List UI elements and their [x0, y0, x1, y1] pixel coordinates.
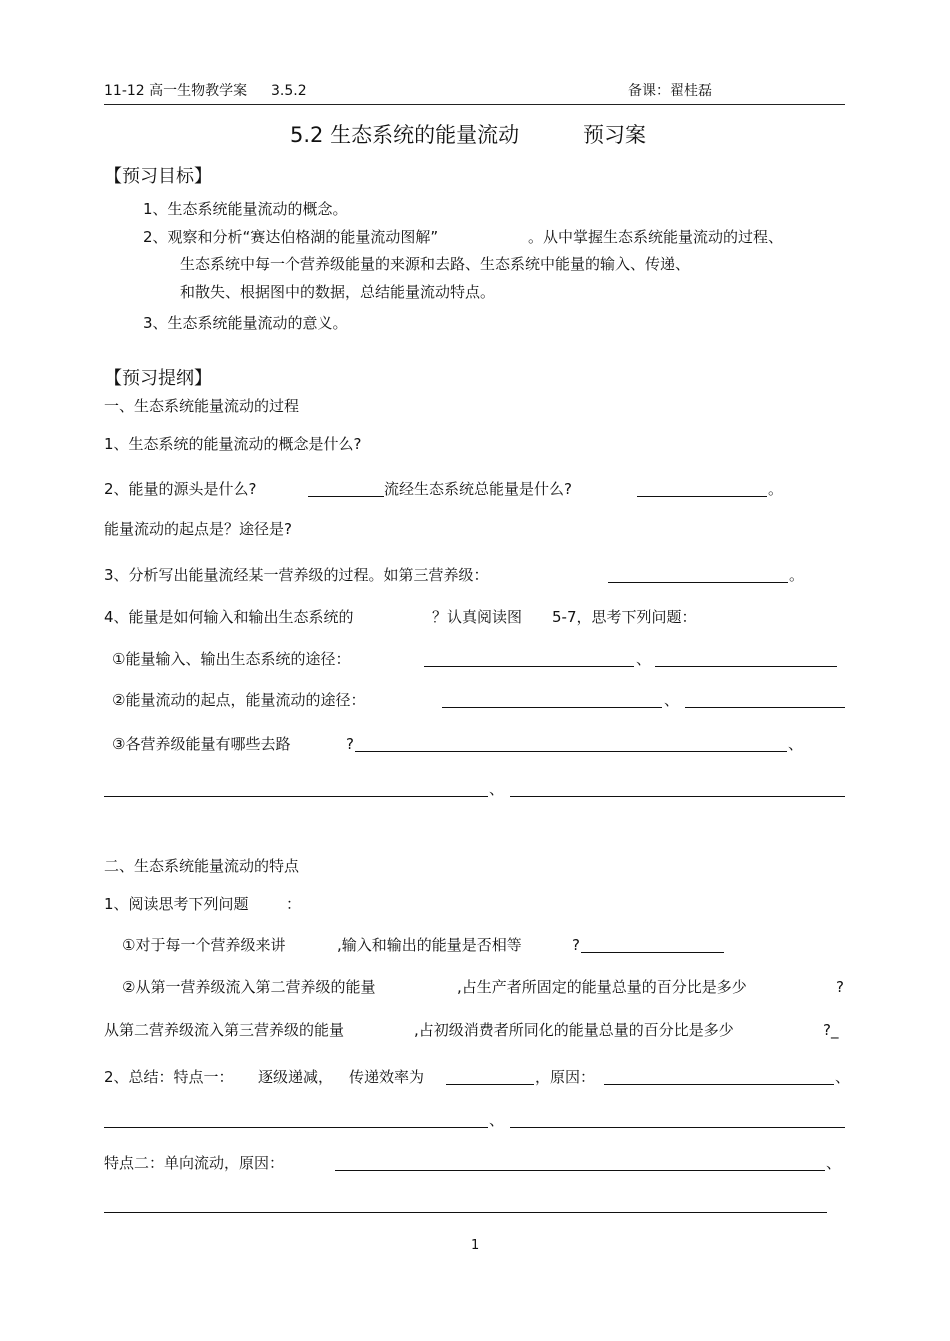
separator-4-3a: 、: [788, 735, 804, 753]
answer-blank-reason-1a[interactable]: [604, 1084, 834, 1085]
page-number: 1: [471, 1238, 480, 1253]
goal-item-2d: 和散失、根据图中的数据，总结能量流动特点。: [180, 283, 496, 301]
answer-blank-4-3b[interactable]: [104, 796, 488, 797]
separator-s1b: 、: [489, 1111, 505, 1129]
question-r1-1c: ?: [572, 936, 580, 954]
answer-blank-efficiency[interactable]: [446, 1084, 534, 1085]
answer-blank-4-1a[interactable]: [424, 666, 634, 667]
answer-blank-reason-2b[interactable]: [104, 1212, 827, 1213]
question-r1-3a: 从第二营养级流入第三营养级的能量: [104, 1021, 345, 1039]
answer-blank-4-3a[interactable]: [355, 751, 787, 752]
answer-blank-reason-2a[interactable]: [335, 1170, 825, 1171]
answer-blank-q3[interactable]: [608, 582, 788, 583]
question-mark-4-3: ?: [346, 735, 354, 753]
question-4-3: ③各营养级能量有哪些去路: [112, 735, 291, 753]
page-title: 5.2 生态系统的能量流动: [290, 123, 520, 147]
answer-blank-q2-source[interactable]: [308, 496, 384, 497]
goals-heading: 【预习目标】: [104, 166, 212, 187]
part2-title: 二、生态系统能量流动的特点: [104, 857, 300, 875]
answer-blank-4-3c[interactable]: [510, 796, 845, 797]
question-4-1: ①能量输入、输出生态系统的途径：: [112, 650, 351, 668]
reading-colon: ：: [286, 895, 302, 913]
outline-heading: 【预习提纲】: [104, 368, 212, 389]
question-3: 3、分析写出能量流经某一营养级的过程。如第三营养级：: [104, 566, 489, 584]
header-code: 3.5.2: [271, 83, 307, 99]
answer-blank-r1-1[interactable]: [581, 952, 724, 953]
question-r1-2b: ,占生产者所固定的能量总量的百分比是多少: [457, 978, 747, 996]
question-2b: 流经生态系统总能量是什么?: [384, 480, 572, 498]
question-1: 1、生态系统的能量流动的概念是什么?: [104, 435, 362, 453]
question-r1-2a: ②从第一营养级流入第二营养级的能量: [122, 978, 376, 996]
summary-1d: ，原因：: [535, 1068, 596, 1086]
page-subtitle: 预习案: [583, 123, 646, 147]
summary-1c: 传递效率为: [349, 1068, 425, 1086]
summary-1a: 2、总结：特点一：: [104, 1068, 234, 1086]
separator-s1a: 、: [835, 1068, 851, 1086]
question-2c: 能量流动的起点是？途径是?: [104, 520, 292, 538]
separator-4-3b: 、: [489, 780, 505, 798]
goal-item-3: 3、生态系统能量流动的意义。: [143, 314, 348, 332]
summary-2a: 特点二：单向流动，原因：: [104, 1154, 285, 1172]
reading-question-heading: 1、阅读思考下列问题: [104, 895, 249, 913]
question-r1-3c: ?_: [823, 1021, 839, 1039]
question-r1-1b: ,输入和输出的能量是否相等: [337, 936, 522, 954]
question-4-2: ②能量流动的起点，能量流动的途径：: [112, 691, 366, 709]
answer-blank-4-2b[interactable]: [685, 707, 845, 708]
answer-blank-4-2a[interactable]: [442, 707, 662, 708]
answer-blank-q2-total[interactable]: [637, 496, 767, 497]
goal-item-2a: 2、观察和分析“赛达伯格湖的能量流动图解”: [143, 228, 439, 246]
question-4c: 5-7，思考下列问题：: [552, 608, 697, 626]
answer-blank-reason-1b[interactable]: [104, 1127, 488, 1128]
question-4a: 4、能量是如何输入和输出生态系统的: [104, 608, 354, 626]
goal-item-2b: 。从中掌握生态系统能量流动的过程、: [528, 228, 784, 246]
question-r1-3b: ,占初级消费者所同化的能量总量的百分比是多少: [414, 1021, 734, 1039]
question-r1-1a: ①对于每一个营养级来讲: [122, 936, 286, 954]
separator-s2: 、: [826, 1154, 842, 1172]
separator-4-1: 、: [636, 650, 652, 668]
period-q2: 。: [768, 480, 784, 498]
goal-item-2c: 生态系统中每一个营养级能量的来源和去路、生态系统中能量的输入、传递、: [180, 255, 691, 273]
summary-1b: 逐级递减，: [258, 1068, 334, 1086]
part1-title: 一、生态系统能量流动的过程: [104, 397, 300, 415]
period-q3: 。: [789, 566, 805, 584]
header-rule: [104, 104, 845, 105]
header-author: 备课：翟桂磊: [628, 83, 712, 99]
header-course: 11-12 高一生物教学案: [104, 83, 248, 99]
question-r1-2c: ?: [836, 978, 844, 996]
question-4b: ？认真阅读图: [432, 608, 523, 626]
answer-blank-reason-1c[interactable]: [510, 1127, 845, 1128]
separator-4-2: 、: [664, 691, 680, 709]
question-2a: 2、能量的源头是什么?: [104, 480, 257, 498]
answer-blank-4-1b[interactable]: [655, 666, 837, 667]
goal-item-1: 1、生态系统能量流动的概念。: [143, 200, 348, 218]
